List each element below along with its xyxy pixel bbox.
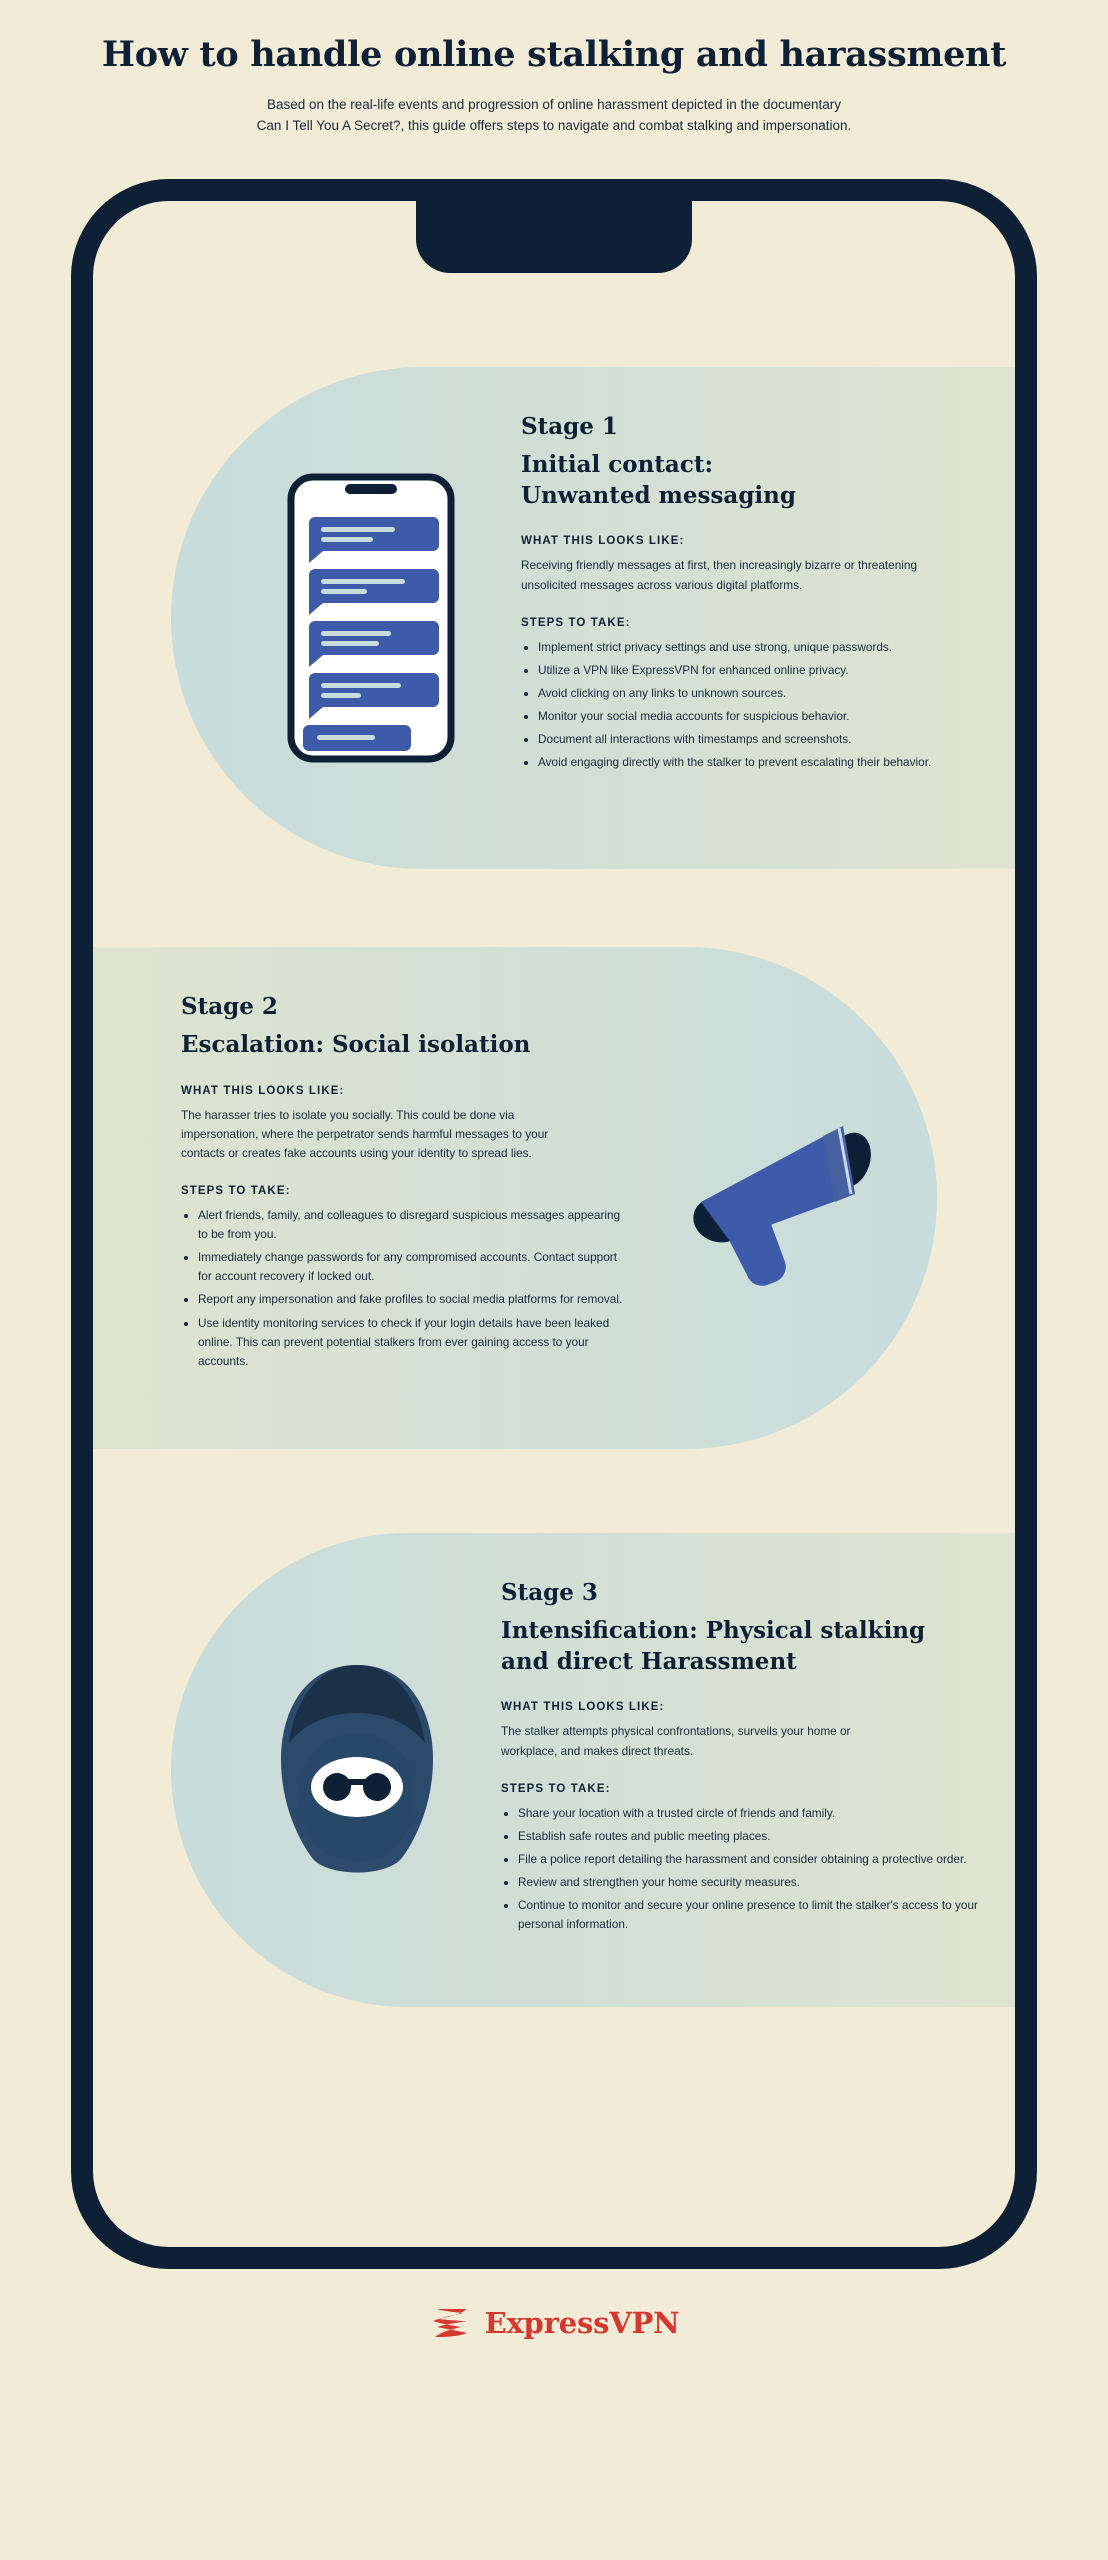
stage-1-title [521, 450, 951, 512]
stage-2-number: Stage 2 [181, 992, 278, 1020]
list-item: • Avoid engaging directly with the stalker to prevent escalating their behavior. [538, 753, 1008, 772]
stage-2-title: Escalation: Social isolation [181, 1030, 531, 1058]
stage-1-steps-label: STEPS TO TAKE: [521, 616, 631, 629]
list-item: • Utilize a VPN like ExpressVPN for enhanced online privacy. [538, 661, 1008, 680]
list-item: • File a police report detailing the harassment and consider obtaining a protective order. [518, 1850, 988, 1869]
stage-2-description: The harasser tries to isolate you socially. This could be done via impersonation, where the perpetrator sends harmful messages to your contacts or creates fake accounts using your identity to spread lies. [181, 1107, 549, 1160]
stage-2-steps-list [181, 1206, 628, 1371]
stage-2-content [181, 947, 657, 1449]
megaphone-icon [667, 1098, 897, 1298]
stage-3-number: Stage 3 [501, 1578, 598, 1606]
phone-frame [71, 179, 1037, 2269]
stage-3-title-line-1: Intensification: Physical stalking [501, 1616, 926, 1644]
stage-3-steps-list [501, 1804, 988, 1935]
page-subtitle: Based on the real-life events and progression of online harassment depicted in the documentary Can I Tell You A Secret?, this guide offers steps to navigate and combat stalking and impersonation. [256, 97, 852, 133]
list-item: • Use identity monitoring services to check if your login details have been leaked online. This can prevent potential stalkers from ever gaining access to your accounts. [198, 1314, 628, 1371]
list-item: • Immediately change passwords for any compromised accounts. Contact support for account recovery if locked out. [198, 1248, 628, 1286]
stage-3-panel [171, 1533, 1015, 2007]
list-item: • Alert friends, family, and colleagues to disregard suspicious messages appearing to be from you. [198, 1206, 628, 1244]
stage-2-illustration [657, 947, 907, 1449]
smartphone-chat-icon [287, 473, 455, 763]
phone-mockup [71, 179, 1037, 2269]
page-title: How to handle online stalking and harassment [101, 34, 1007, 75]
stage-1-content [521, 367, 1015, 869]
stage-2-panel [93, 947, 937, 1449]
stage-1-number: Stage 1 [521, 412, 618, 440]
stage-1-illustration [281, 367, 461, 869]
stage-3-content [501, 1533, 1015, 2007]
stage-1-panel [171, 367, 1015, 869]
list-item: • Implement strict privacy settings and use strong, unique passwords. [538, 638, 1008, 657]
list-item: • Avoid clicking on any links to unknown sources. [538, 684, 1008, 703]
phone-screen [93, 201, 1015, 2247]
stage-1-steps-list [521, 638, 1008, 773]
brand-name: ExpressVPN [484, 2305, 680, 2340]
list-item: • Monitor your social media accounts for suspicious behavior. [538, 707, 1008, 726]
stage-1-title-line-2: Unwanted messaging [521, 481, 796, 509]
stage-2-looks-like-label: WHAT THIS LOOKS LIKE: [181, 1084, 345, 1097]
list-item: • Review and strengthen your home security measures. [518, 1873, 988, 1892]
list-item: • Continue to monitor and secure your online presence to limit the stalker's access to your personal information. [518, 1896, 988, 1934]
footer [0, 2303, 1108, 2383]
list-item: • Share your location with a trusted circle of friends and family. [518, 1804, 988, 1823]
hooded-figure-icon [259, 1655, 455, 1885]
list-item: • Document all interactions with timestamps and screenshots. [538, 730, 1008, 749]
stage-3-description: The stalker attempts physical confrontations, surveils your home or workplace, and makes direct threats. [501, 1724, 851, 1758]
stage-3-title [501, 1616, 931, 1678]
stage-1-title-line-1: Initial contact: [521, 450, 713, 478]
list-item: • Establish safe routes and public meeting places. [518, 1827, 988, 1846]
stage-3-illustration [257, 1533, 457, 2007]
expressvpn-logo-icon [429, 2303, 473, 2343]
stage-1-description: Receiving friendly messages at first, then increasingly bizarre or threatening unsolicited messages across various digital platforms. [521, 558, 918, 592]
stage-1-looks-like-label: WHAT THIS LOOKS LIKE: [521, 535, 685, 548]
list-item: • Report any impersonation and fake profiles to social media platforms for removal. [198, 1290, 628, 1309]
stage-2-steps-label: STEPS TO TAKE: [181, 1184, 291, 1197]
stage-3-looks-like-label: WHAT THIS LOOKS LIKE: [501, 1701, 665, 1714]
header [0, 0, 1108, 137]
stage-3-steps-label: STEPS TO TAKE: [501, 1782, 611, 1795]
stage-3-title-line-2: and direct Harassment [501, 1647, 797, 1675]
phone-notch [416, 201, 692, 273]
